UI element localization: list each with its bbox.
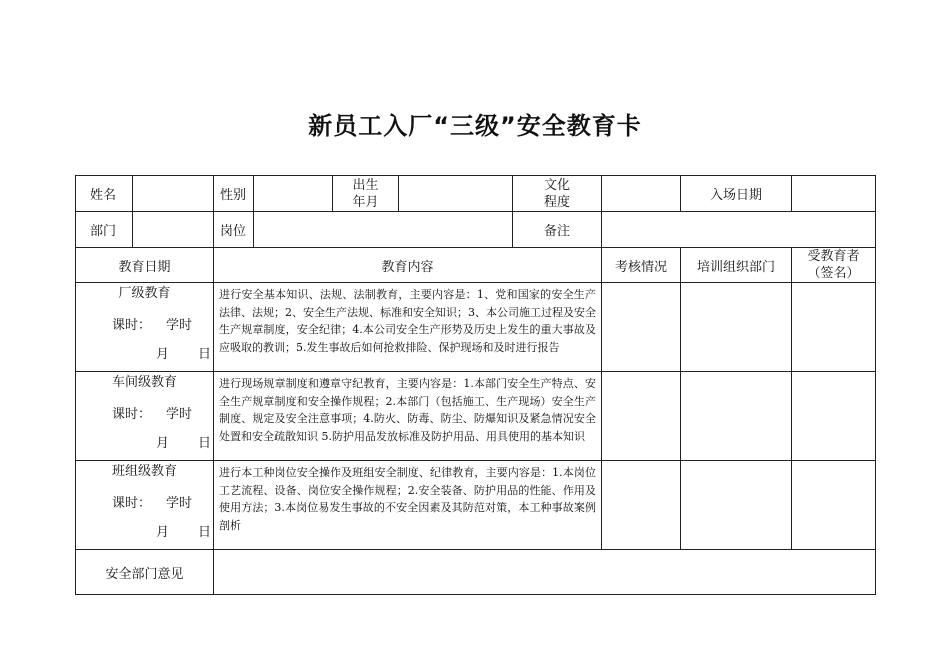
personal-info-row-1 [76, 176, 876, 212]
hours-label: 课时： [112, 318, 152, 333]
level-month-day [76, 345, 213, 365]
birth-value-cell[interactable] [399, 176, 513, 212]
training-dept-cell[interactable] [681, 461, 792, 550]
hours-label: 课时： [112, 496, 152, 511]
level-hours [76, 485, 213, 523]
day-label: 日 [198, 436, 212, 451]
edu-content-header: 教育内容 [214, 248, 602, 283]
gender-value-cell[interactable] [254, 176, 333, 212]
trainee-header-line-2: （签名） [807, 266, 860, 281]
education-card-table [75, 175, 876, 595]
level-content: 进行现场规章制度和遵章守纪教育，主要内容是：1.本部门安全生产特点、安全生产规章制度和安全操作规程；2.本部门（包括施工、生产现场）安全生产制度、规定及安全注意事项；4.防火、防毒、防尘、防爆知识及紧急情况安全处置和安全疏散知识 5.防护用品发放标准及防护用品、用具使用的基本知识 [214, 372, 602, 461]
level-month-day [76, 434, 213, 454]
post-value-cell[interactable] [254, 212, 513, 248]
trainee-signature-cell[interactable] [792, 283, 876, 372]
post-label: 岗位 [214, 212, 254, 248]
birth-label-line-1: 出生 [352, 177, 379, 193]
training-dept-cell[interactable] [681, 283, 792, 372]
level-date-cell [76, 283, 214, 372]
level-content: 进行安全基本知识、法规、法制教育，主要内容是：1、党和国家的安全生产法律、法规；2、安全生产法规、标准和安全知识；3、本公司施工过程及安全生产规章制度，安全纪律；4.本公司安全生产形势及历史上发生的重大事故及应吸取的教训；5.发生事故后如何抢救排险、保护现场和及时进行报告 [214, 283, 602, 372]
dept-value-cell[interactable] [133, 212, 214, 248]
level-name: 车间级教育 [111, 375, 177, 390]
level-date-cell [76, 372, 214, 461]
column-header-row [76, 248, 876, 283]
edu-date-header: 教育日期 [76, 248, 214, 283]
birth-label-line-2: 年月 [352, 194, 379, 210]
remark-label: 备注 [513, 212, 602, 248]
month-label: 月 [156, 347, 170, 362]
document-title: 新员工入厂“三级”安全教育卡 [308, 112, 642, 140]
month-label: 月 [156, 525, 170, 540]
hours-unit: 学时 [166, 407, 193, 422]
month-label: 月 [156, 436, 170, 451]
day-label: 日 [198, 525, 212, 540]
assessment-header: 考核情况 [602, 248, 681, 283]
level-content: 进行本工种岗位安全操作及班组安全制度、纪律教育，主要内容是：1.本岗位工艺流程、设备、岗位安全操作规程；2.安全装备、防护用品的性能、作用及使用方法；3.本岗位易发生事故的不安全因素及其防范对策，本工种事故案例剖析 [214, 461, 602, 550]
training-dept-header: 培训组织部门 [681, 248, 792, 283]
level-date-cell [76, 461, 214, 550]
name-label: 姓名 [76, 176, 133, 212]
safety-opinion-label: 安全部门意见 [76, 550, 214, 595]
education-level-label [513, 176, 602, 212]
trainee-signature-header [792, 248, 876, 283]
gender-label: 性别 [214, 176, 254, 212]
hours-unit: 学时 [166, 318, 193, 333]
dept-label: 部门 [76, 212, 133, 248]
birth-label [333, 176, 399, 212]
education-level-value-cell[interactable] [602, 176, 681, 212]
level-name: 厂级教育 [118, 286, 171, 301]
hours-unit: 学时 [166, 496, 193, 511]
level-name: 班组级教育 [111, 464, 177, 479]
trainee-header-line-1: 受教育者 [807, 249, 860, 264]
assessment-cell[interactable] [602, 461, 681, 550]
safety-opinion-row [76, 550, 876, 595]
personal-info-row-2 [76, 212, 876, 248]
level-row-team [76, 461, 876, 550]
safety-opinion-cell[interactable] [214, 550, 876, 595]
entry-date-label: 入场日期 [681, 176, 792, 212]
level-hours [76, 307, 213, 345]
hours-label: 课时： [112, 407, 152, 422]
entry-date-value-cell[interactable] [792, 176, 876, 212]
level-row-factory [76, 283, 876, 372]
trainee-signature-cell[interactable] [792, 461, 876, 550]
level-row-workshop [76, 372, 876, 461]
level-hours [76, 396, 213, 434]
assessment-cell[interactable] [602, 372, 681, 461]
training-dept-cell[interactable] [681, 372, 792, 461]
trainee-signature-cell[interactable] [792, 372, 876, 461]
assessment-cell[interactable] [602, 283, 681, 372]
education-level-line-2: 程度 [543, 194, 570, 210]
name-value-cell[interactable] [133, 176, 214, 212]
day-label: 日 [198, 347, 212, 362]
education-level-line-1: 文化 [543, 177, 570, 193]
remark-value-cell[interactable] [602, 212, 876, 248]
level-month-day [76, 523, 213, 543]
